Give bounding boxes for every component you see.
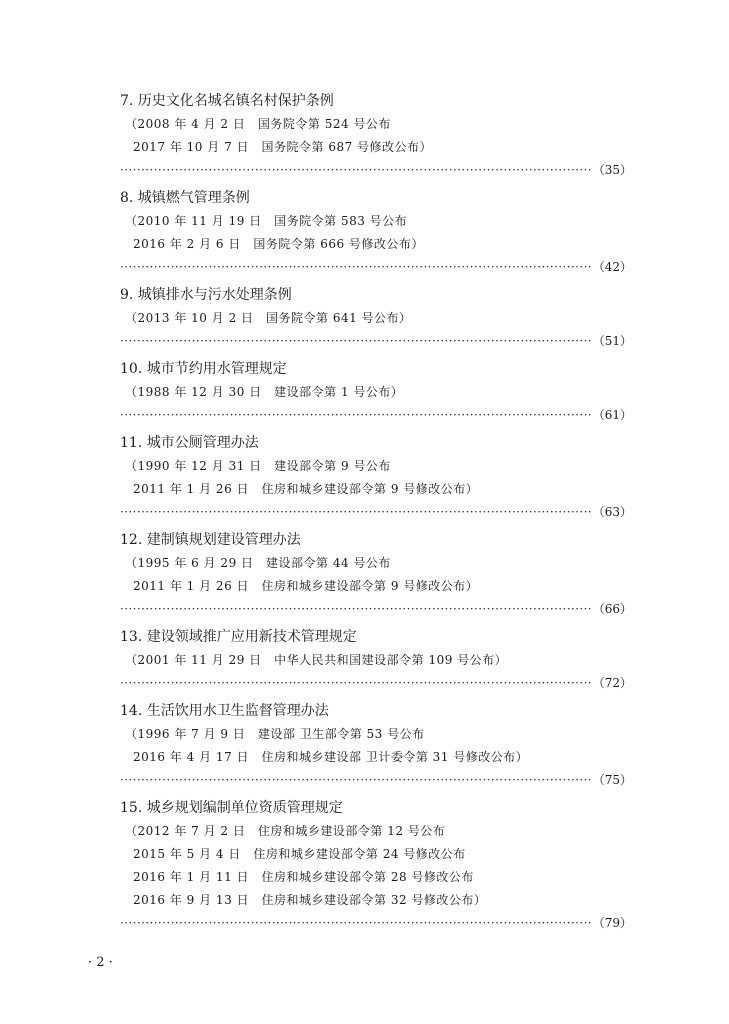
page-number: （79）	[592, 916, 632, 930]
entry-note: （2012 年 7 月 2 日 住房和城乡建设部令第 12 号公布	[125, 824, 446, 838]
entry-title: 11. 城市公厕管理办法	[120, 435, 259, 451]
entry-title: 9. 城镇排水与污水处理条例	[120, 287, 292, 303]
page-number: （35）	[592, 163, 632, 177]
entry-note: 2016 年 1 月 11 日 住房和城乡建设部令第 28 号修改公布	[133, 870, 474, 884]
page-number: （66）	[592, 602, 632, 616]
leader-line	[120, 912, 632, 934]
page-number: （75）	[592, 773, 632, 787]
toc-entry-10	[120, 358, 632, 426]
table-of-contents	[120, 90, 632, 940]
entry-note: 2016 年 9 月 13 日 住房和城乡建设部令第 32 号修改公布）	[133, 893, 487, 907]
dot-leader	[120, 672, 591, 694]
page-number: （51）	[592, 334, 632, 348]
entry-title: 8. 城镇燃气管理条例	[120, 190, 250, 206]
entry-title: 14. 生活饮用水卫生监督管理办法	[120, 703, 329, 719]
entry-note: （1988 年 12 月 30 日 建设部令第 1 号公布）	[125, 385, 404, 399]
toc-entry-12	[120, 529, 632, 620]
leader-line	[120, 159, 632, 181]
page-number: （42）	[592, 260, 632, 274]
dot-leader	[120, 598, 591, 620]
leader-line	[120, 501, 632, 523]
entry-note: （2001 年 11 月 29 日 中华人民共和国建设部令第 109 号公布）	[125, 653, 508, 667]
entry-note: 2015 年 5 月 4 日 住房和城乡建设部令第 24 号修改公布	[133, 847, 466, 861]
entry-title: 15. 城乡规划编制单位资质管理规定	[120, 800, 343, 816]
dot-leader	[120, 404, 591, 426]
page-number: （63）	[592, 505, 632, 519]
entry-title: 10. 城市节约用水管理规定	[120, 361, 287, 377]
dot-leader	[120, 256, 591, 278]
leader-line	[120, 404, 632, 426]
toc-entry-15	[120, 797, 632, 934]
dot-leader	[120, 159, 591, 181]
leader-line	[120, 256, 632, 278]
toc-entry-14	[120, 700, 632, 791]
dot-leader	[120, 501, 591, 523]
leader-line	[120, 330, 632, 352]
toc-entry-13	[120, 626, 632, 694]
leader-line	[120, 769, 632, 791]
page-number: （72）	[592, 676, 632, 690]
leader-line	[120, 672, 632, 694]
page-folio: · 2 ·	[88, 955, 113, 970]
toc-entry-9	[120, 284, 632, 352]
entry-title: 13. 建设领域推广应用新技术管理规定	[120, 629, 357, 645]
entry-note: 2017 年 10 月 7 日 国务院令第 687 号修改公布）	[133, 140, 433, 154]
entry-note: （2010 年 11 月 19 日 国务院令第 583 号公布	[125, 214, 408, 228]
page-number: （61）	[592, 408, 632, 422]
dot-leader	[120, 330, 591, 352]
dot-leader	[120, 769, 591, 791]
toc-entry-11	[120, 432, 632, 523]
entry-note: 2011 年 1 月 26 日 住房和城乡建设部令第 9 号修改公布）	[133, 482, 479, 496]
entry-title: 12. 建制镇规划建设管理办法	[120, 532, 301, 548]
dot-leader	[120, 912, 591, 934]
entry-note: 2011 年 1 月 26 日 住房和城乡建设部令第 9 号修改公布）	[133, 579, 479, 593]
toc-entry-7	[120, 90, 632, 181]
entry-note: （2013 年 10 月 2 日 国务院令第 641 号公布）	[125, 311, 412, 325]
entry-note: 2016 年 2 月 6 日 国务院令第 666 号修改公布）	[133, 237, 424, 251]
entry-note: （1996 年 7 月 9 日 建设部 卫生部令第 53 号公布	[125, 727, 425, 741]
entry-note: （1995 年 6 月 29 日 建设部令第 44 号公布	[125, 556, 391, 570]
entry-title: 7. 历史文化名城名镇名村保护条例	[120, 93, 334, 109]
toc-entry-8	[120, 187, 632, 278]
entry-note: 2016 年 4 月 17 日 住房和城乡建设部 卫计委令第 31 号修改公布）	[133, 750, 529, 764]
entry-note: （2008 年 4 月 2 日 国务院令第 524 号公布	[125, 117, 391, 131]
leader-line	[120, 598, 632, 620]
entry-note: （1990 年 12 月 31 日 建设部令第 9 号公布	[125, 459, 391, 473]
